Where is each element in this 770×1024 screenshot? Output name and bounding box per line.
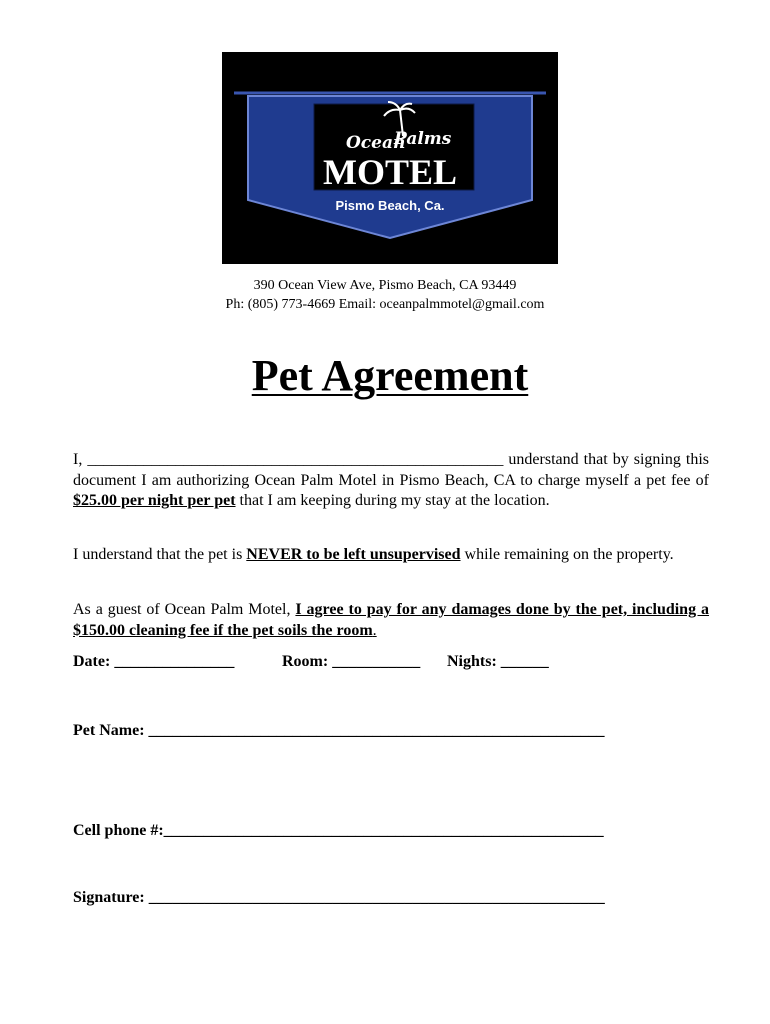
paragraph2-text1: I understand that the pet is bbox=[73, 546, 247, 563]
paragraph3-text2: . bbox=[372, 621, 377, 639]
damages-paragraph bbox=[73, 600, 709, 641]
contact-line: Ph: (805) 773-4669 Email: oceanpalmmotel@gmail.com bbox=[225, 297, 545, 312]
nights-field[interactable]: Nights: ______ bbox=[447, 653, 549, 670]
room-field[interactable]: Room: ___________ bbox=[282, 653, 421, 670]
logo-brand-line1: Ocean bbox=[346, 133, 406, 153]
paragraph1-text1: understand that by signing this document I am authorizing Ocean Palm Motel in Pismo Beach, CA to charge myself a pet fee of bbox=[73, 451, 709, 489]
paragraph2-text2: while remaining on the property. bbox=[460, 546, 674, 563]
cell-phone-field[interactable]: Cell phone #:_______________________________________________________ bbox=[73, 822, 604, 839]
paragraph3-text1: As a guest of Ocean Palm Motel, bbox=[73, 601, 296, 618]
supervision-emphasis: NEVER to be left unsupervised bbox=[246, 546, 461, 563]
paragraph1-lead: I, bbox=[73, 451, 88, 468]
guest-name-blank[interactable]: ____________________________________________________ bbox=[87, 451, 504, 468]
logo-location: Pismo Beach, Ca. bbox=[335, 198, 445, 213]
date-field[interactable]: Date: _______________ bbox=[73, 653, 235, 670]
motel-logo bbox=[222, 52, 558, 264]
damages-emphasis: I agree to pay for any damages done by the pet, including a $150.00 cleaning fee if the pet soils the room bbox=[73, 601, 710, 639]
signature-field[interactable]: Signature: _________________________________________________________ bbox=[73, 889, 605, 906]
authorization-paragraph bbox=[73, 450, 709, 512]
address-line: 390 Ocean View Ave, Pismo Beach, CA 93449 bbox=[253, 278, 517, 293]
motel-logo-graphic bbox=[222, 52, 558, 264]
pet-name-field[interactable]: Pet Name: _________________________________________________________ bbox=[73, 722, 605, 739]
paragraph1-text2: that I am keeping during my stay at the location. bbox=[235, 492, 550, 509]
page-title: Pet Agreement bbox=[251, 351, 529, 400]
supervision-paragraph bbox=[73, 545, 709, 566]
logo-motel-name: MOTEL bbox=[322, 152, 458, 192]
logo-brand-line2: Palms bbox=[394, 129, 452, 149]
pet-fee: $25.00 per night per pet bbox=[73, 492, 236, 509]
